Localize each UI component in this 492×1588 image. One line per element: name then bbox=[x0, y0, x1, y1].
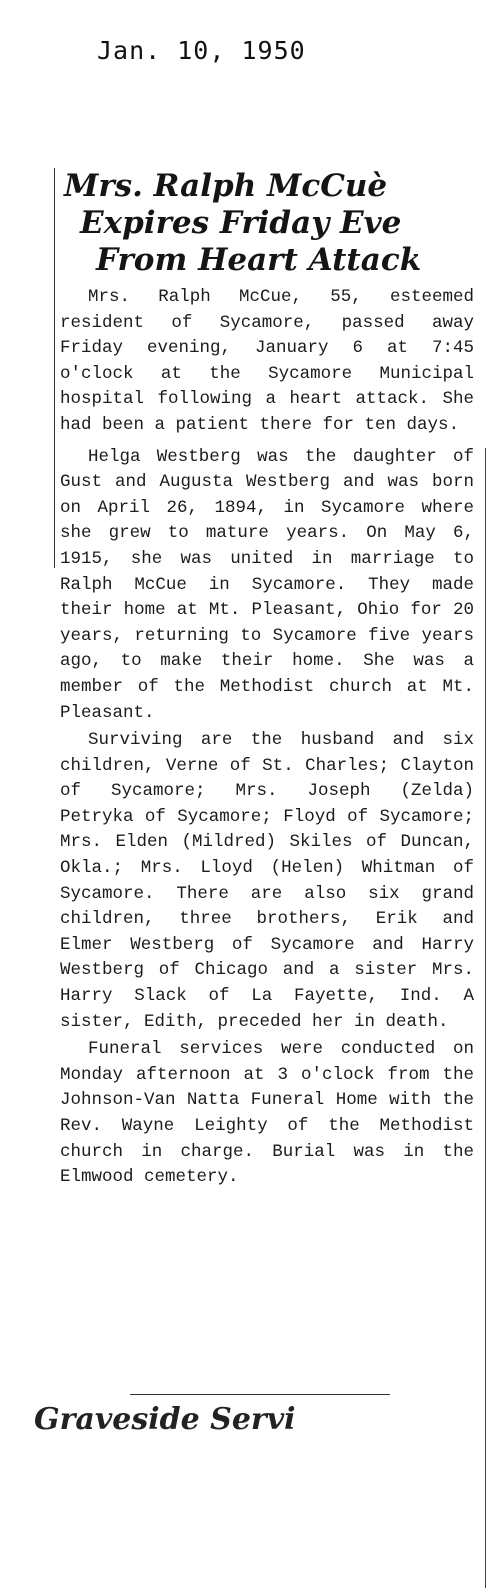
paragraph-survivors: Surviving are the husband and six children, Verne of St. Charles; Clayton of Sycamore; Mrs. Joseph (Zelda) Petryka of Sycamore; Floyd of Sycamore; Mrs. Elden (Mildred) Skiles of Duncan, Okla.; Mrs. Lloyd (Helen) Whitman of Sycamore. There are also six grand children, three brothers, Erik and Elmer Westberg of Sycamore and Harry Westberg of Chicago and a sister Mrs. Harry Slack of La Fayette, Ind. A sister, Edith, preceded her in death. bbox=[60, 730, 474, 1032]
clipping-date: Jan. 10, 1950 bbox=[97, 36, 306, 65]
column-rule-left bbox=[54, 168, 55, 568]
headline-line-1: Mrs. Ralph McCuè bbox=[64, 168, 388, 204]
paragraph-biography: Helga Westberg was the daughter of Gust and Augusta Westberg and was born on April 26, 1894, in Sycamore where she grew to mature years. On May 6, 1915, she was united in marriage to Ralph McCue in Sycamore. They made their home at Mt. Pleasant, Ohio for 20 years, returning to Sycamore five years ago, to make their home. She was a member of the Methodist church at Mt. Pleasant. bbox=[60, 446, 474, 723]
obituary-headline bbox=[54, 168, 474, 279]
paragraph-funeral: Funeral services were conducted on Monday afternoon at 3 o'clock from the Johnson-Van Natta Funeral Home with the Rev. Wayne Leighty of the Methodist church in charge. Burial was in the Elmwood cemetery. bbox=[60, 1039, 474, 1188]
next-article-headline: Graveside Servi bbox=[34, 1402, 296, 1437]
headline-line-2: Expires Friday Eve bbox=[80, 205, 402, 241]
obituary-body bbox=[54, 285, 474, 1191]
article-divider bbox=[130, 1394, 390, 1395]
paragraph-death-notice: Mrs. Ralph McCue, 55, esteemed resident of Sycamore, passed away Friday evening, January 6 at 7:45 o'clock at the Sycamore Municipal hospital following a heart attack. She had been a patient there for ten days. bbox=[60, 287, 474, 435]
newspaper-clipping bbox=[54, 168, 474, 1425]
column-rule-right bbox=[485, 448, 486, 1588]
headline-line-3: From Heart Attack bbox=[96, 242, 422, 278]
